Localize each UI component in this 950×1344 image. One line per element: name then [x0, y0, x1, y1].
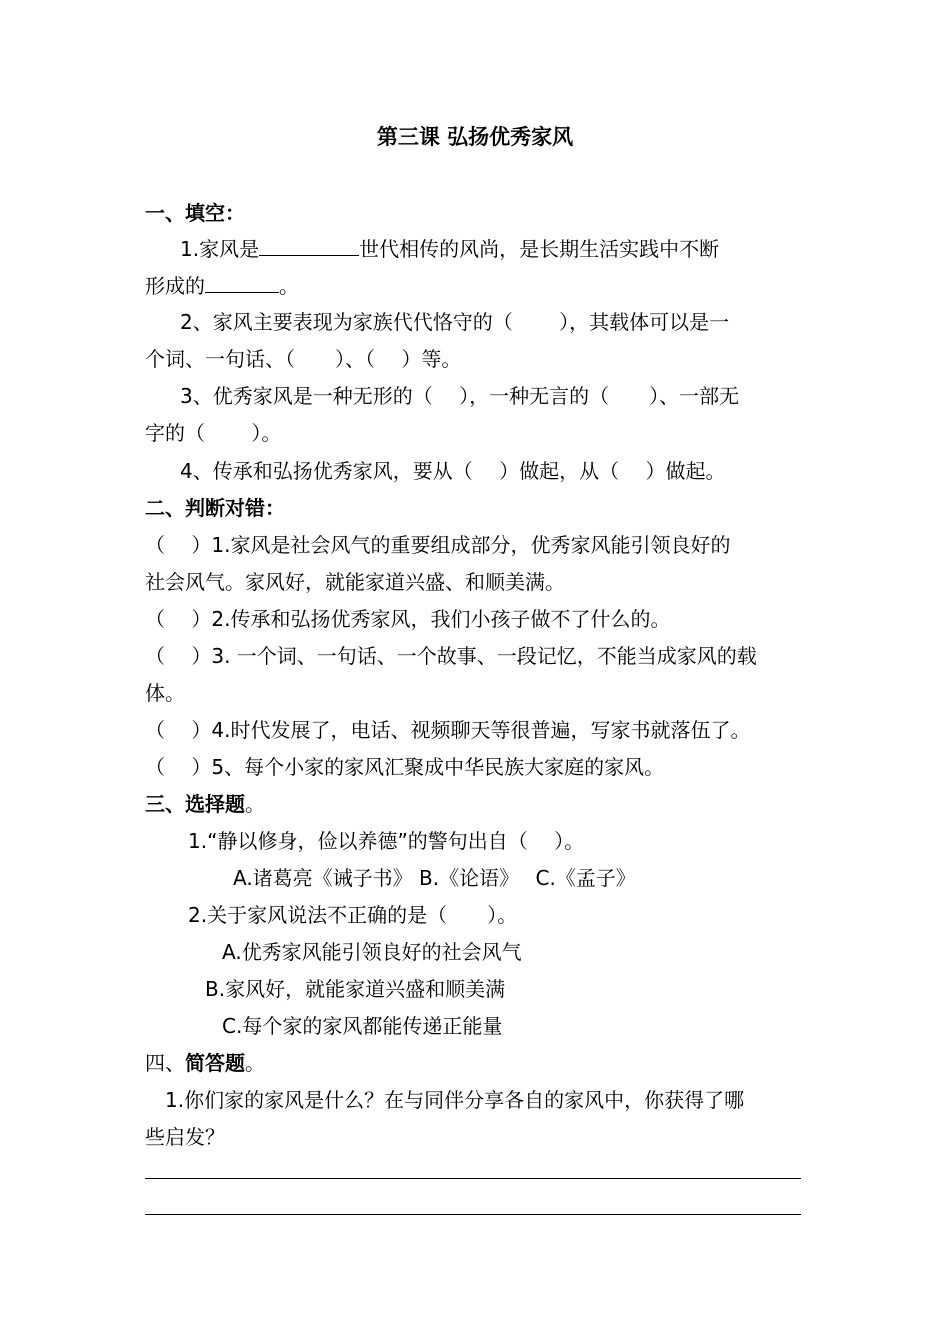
fill-question-1-text-b: 世代相传的风尚，是长期生活实践中不断 — [359, 237, 720, 261]
section-3-heading — [145, 790, 265, 818]
fill-question-4: 4、传承和弘扬优秀家风，要从（ ）做起，从（ ）做起。 — [180, 459, 726, 483]
fill-blank-2[interactable] — [205, 270, 279, 293]
choice-question-2-option-b: B.家风好，就能家道兴盛和顺美满 — [205, 977, 506, 1001]
section-2-heading: 二、判断对错： — [145, 496, 285, 520]
section-4-heading-number: 四、 — [145, 1051, 185, 1075]
judge-item-1-line-1: （ ）1.家风是社会风气的重要组成部分，优秀家风能引领良好的 — [145, 533, 731, 557]
judge-item-4: （ ）4.时代发展了，电话、视频聊天等很普遍，写家书就落伍了。 — [145, 718, 751, 742]
fill-question-2-line-2: 个词、一句话、（ ）、（ ）等。 — [145, 347, 462, 371]
choice-question-1: 1.“静以修身，俭以养德”的警句出自（ ）。 — [188, 829, 585, 853]
answer-line-2[interactable] — [145, 1214, 801, 1215]
choice-question-1-options: A.诸葛亮《诫子书》 B.《论语》 C.《孟子》 — [233, 866, 636, 890]
fill-question-1-text-a: 1.家风是 — [180, 237, 260, 261]
fill-blank-1[interactable] — [259, 233, 359, 256]
section-3-heading-text: 三、选择题 — [145, 792, 245, 816]
section-1-heading: 一、填空： — [145, 201, 245, 225]
section-4-heading — [145, 1049, 265, 1077]
short-answer-question-1-line-1: 1.你们家的家风是什么？在与同伴分享各自的家风中，你获得了哪 — [165, 1088, 745, 1112]
section-4-heading-text: 简答题 — [185, 1051, 245, 1075]
page-title: 第三课 弘扬优秀家风 — [376, 125, 574, 149]
choice-question-2-option-a: A.优秀家风能引领良好的社会风气 — [222, 940, 522, 964]
section-3-heading-tail: 。 — [245, 792, 265, 816]
fill-question-1-text-c: 形成的 — [145, 274, 205, 298]
judge-item-1-line-2: 社会风气。家风好，就能家道兴盛、和顺美满。 — [145, 570, 565, 594]
judge-item-2: （ ）2.传承和弘扬优秀家风，我们小孩子做不了什么的。 — [145, 607, 671, 631]
judge-item-3-line-2: 体。 — [145, 681, 185, 705]
judge-item-5: （ ）5、每个小家的家风汇聚成中华民族大家庭的家风。 — [145, 755, 665, 779]
fill-question-3-line-2: 字的（ ）。 — [145, 421, 282, 445]
short-answer-question-1-line-2: 些启发？ — [145, 1125, 225, 1149]
fill-question-1-line-1 — [180, 233, 719, 263]
section-4-heading-tail: 。 — [245, 1051, 265, 1075]
fill-question-1-text-d: 。 — [279, 274, 299, 298]
fill-question-3-line-1: 3、优秀家风是一种无形的（ ），一种无言的（ ）、一部无 — [180, 384, 740, 408]
choice-question-2-option-c: C.每个家的家风都能传递正能量 — [222, 1014, 503, 1038]
fill-question-2-line-1: 2、家风主要表现为家族代代恪守的（ ），其载体可以是一 — [180, 310, 730, 334]
fill-question-1-line-2 — [145, 270, 299, 300]
answer-line-1[interactable] — [145, 1178, 801, 1179]
judge-item-3-line-1: （ ）3. 一个词、一句话、一个故事、一段记忆，不能当成家风的载 — [145, 644, 757, 668]
choice-question-2: 2.关于家风说法不正确的是（ ）。 — [188, 903, 518, 927]
